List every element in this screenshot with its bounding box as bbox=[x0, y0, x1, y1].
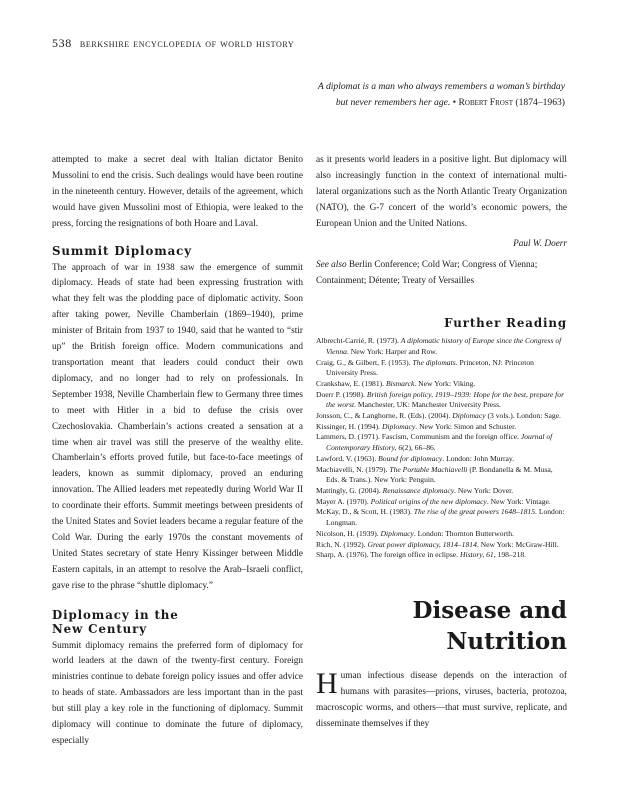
reference-author-year: Mattingly, G. (2004). bbox=[316, 486, 383, 495]
reference-publisher: (P. Bondanella & M. Musa, Eds. & Trans.). New York: Penguin. bbox=[326, 464, 553, 485]
right-column bbox=[316, 153, 567, 733]
reference-title: Diplomacy bbox=[380, 528, 414, 538]
reference-item bbox=[316, 486, 567, 497]
further-reading-heading: Further Reading bbox=[444, 316, 567, 331]
reference-item bbox=[316, 497, 567, 508]
summit-diplomacy-paragraph: The approach of war in 1938 saw the emergence of summit diplomacy. Heads of state had been expressing frustration with what they felt was the plodding pace of diplomatic activity. Soon after taking power, Neville Chamberlain (1869–1940), prime minister of Britain from 1937 to 1940, said that he wanted to “stir up” the British foreign office. Modern communications and transportation meant that leaders could conduct their own diplomacy, and no longer had to rely on professionals. In September 1938, Neville Chamberlain flew to Germany three times to meet with Hitler in a bid to defuse the crisis over Czechoslovakia. Chamberlain’s actions created a sensation at a time when air travel was still the preserve of the wealthy elite. Chamberlain’s efforts proved futile, but face-to-face meetings of leaders, known as summit diplomacy, proved an enduring innovation. The Allied leaders met repeatedly during World War II to coordinate their efforts. Summit meetings between presidents of the United States and Soviet leaders became a regular feature of the Cold War. During the early 1970s the constant movements of United States secretary of state Henry Kissinger between Middle Eastern capitals, in an attempt to resolve the Arab–Israeli conflict, gave rise to the phrase “shuttle diplomacy.” bbox=[52, 262, 303, 591]
reference-item bbox=[316, 550, 567, 561]
reference-title: Diplomacy bbox=[381, 421, 416, 431]
left-column bbox=[52, 153, 303, 750]
new-century-heading-line1: Diplomacy in the bbox=[52, 607, 179, 622]
reference-list bbox=[316, 336, 567, 561]
reference-item bbox=[316, 432, 567, 453]
reference-item bbox=[316, 411, 567, 422]
epigraph-quote-line1: A diplomat is a man who always remembers a woman’s birthday bbox=[317, 81, 565, 92]
reference-author-year: McKay, D., & Scott, H. (1983). bbox=[316, 507, 414, 517]
reference-author-year: Sharp, A. (1976). The foreign office in eclipse. bbox=[316, 550, 460, 560]
reference-title: Great power diplomacy, 1814–1814 bbox=[367, 539, 477, 549]
reference-item bbox=[316, 465, 567, 486]
reference-author-year: Doerr P. (1998). bbox=[316, 389, 367, 399]
reference-item bbox=[316, 540, 567, 551]
see-also-links[interactable]: Berlin Conference; Cold War; Congress of Vienna; Containment; Détente; Treaty of Versailles bbox=[316, 260, 538, 287]
reference-title: Bismarck bbox=[385, 378, 415, 388]
reference-publisher: (2), 66–86. bbox=[402, 443, 436, 453]
reference-publisher: . London: Longman. bbox=[326, 507, 565, 528]
reference-publisher: . New York: Dover. bbox=[454, 486, 514, 495]
publication-title: berkshire encyclopedia of world history bbox=[79, 38, 295, 50]
article-author: Paul W. Doerr bbox=[513, 238, 567, 249]
see-also bbox=[316, 258, 567, 290]
reference-title: Journal of Contemporary History, 6 bbox=[326, 432, 553, 453]
drop-cap: H bbox=[316, 666, 338, 700]
reference-title: The diplomats bbox=[412, 357, 456, 367]
new-century-heading bbox=[52, 608, 303, 636]
reference-publisher: . New York: Simon and Schuster. bbox=[415, 421, 517, 431]
next-article-title-line2: Nutrition bbox=[446, 627, 567, 655]
summit-diplomacy-heading: Summit Diplomacy bbox=[52, 243, 192, 258]
reference-title: Bound for diplomacy bbox=[378, 453, 443, 463]
epigraph-bullet: • bbox=[452, 97, 457, 108]
epigraph-attribution: Robert Frost (1874–1963) bbox=[458, 97, 565, 108]
reference-item bbox=[316, 507, 567, 528]
running-head bbox=[52, 36, 294, 51]
reference-author-year: Jonsson, C., & Langhorne, R. (Eds). (2004). bbox=[316, 411, 453, 421]
reference-author-year: Mayer A. (1970). bbox=[316, 496, 371, 506]
page-number: 538 bbox=[52, 36, 72, 50]
next-article-opening-text: uman infectious disease depends on the interaction of humans with parasites—prions, viruses, bacteria, protozoa, macroscopic worms, and others—that must survive, replicate, and disseminate themselves if they bbox=[316, 670, 567, 729]
new-century-heading-line2: New Century bbox=[52, 621, 148, 636]
reference-publisher: . New York: McGraw-Hill. bbox=[476, 539, 559, 549]
reference-publisher: . New York: Harper and Row. bbox=[346, 346, 438, 356]
reference-title: A diplomatic history of Europe since the Congress of Vienna bbox=[326, 336, 562, 356]
epigraph-quote-line2: but never remembers her age. bbox=[335, 97, 451, 108]
reference-title: British foreign policy, 1919–1939: Hope for the best, prepare for the worst bbox=[326, 389, 565, 410]
reference-author-year: Rich, N. (1992). bbox=[316, 539, 368, 549]
see-also-label: See also bbox=[316, 260, 347, 271]
reference-author-year: Machiavelli, N. (1979). bbox=[316, 464, 390, 474]
reference-publisher: . New York: Viking. bbox=[414, 378, 476, 388]
reference-author-year: Kissinger, H. (1994). bbox=[316, 421, 382, 431]
reference-author-year: Lawford, V. (1963). bbox=[316, 453, 379, 463]
reference-publisher: (3 vols.). London: Sage. bbox=[485, 411, 561, 421]
next-article-opening bbox=[316, 666, 567, 733]
reference-item bbox=[316, 379, 567, 390]
reference-author-year: Albrecht-Carrié, R. (1973). bbox=[316, 336, 401, 346]
reference-item bbox=[316, 390, 567, 411]
reference-publisher: . London: John Murray. bbox=[442, 453, 515, 463]
reference-author-year: Lammers, D. (1971). Fascism, Communism and the foreign office. bbox=[316, 432, 521, 442]
reference-item bbox=[316, 336, 567, 357]
reference-publisher: . Princeton, NJ: Princeton University Press. bbox=[326, 357, 534, 378]
continuation-paragraph: as it presents world leaders in a positive light. But diplomacy will also increasingly function in the context of international multi-lateral organizations such as the North Atlantic Treaty Organization (NATO), the G-7 concert of the world’s economic powers, the European Union and the United Nations. bbox=[316, 155, 567, 229]
next-article-title bbox=[316, 595, 567, 657]
reference-title: Political origins of the new diplomacy bbox=[370, 496, 487, 506]
reference-author-year: Craig, G., & Gilbert, F. (1953). bbox=[316, 357, 413, 367]
reference-author-year: Crankshaw, E. (1981). bbox=[316, 378, 386, 388]
reference-publisher: . London: Thornton Butterworth. bbox=[413, 528, 514, 538]
reference-title: History, 61 bbox=[459, 550, 494, 560]
next-article-title-line1: Disease and bbox=[412, 596, 567, 624]
reference-publisher: . Manchester, UK: Manchester University Press. bbox=[354, 400, 501, 410]
reference-author-year: Nicolson, H. (1939). bbox=[316, 528, 381, 538]
reference-item bbox=[316, 358, 567, 379]
reference-publisher: , 198–218. bbox=[493, 550, 527, 560]
reference-publisher: . New York: Vintage. bbox=[486, 496, 551, 506]
reference-title: Renaissance diplomacy bbox=[382, 486, 455, 495]
reference-item bbox=[316, 529, 567, 540]
reference-item bbox=[316, 422, 567, 433]
reference-title: Diplomacy bbox=[452, 411, 486, 421]
new-century-paragraph: Summit diplomacy remains the preferred form of diplomacy for world leaders at the dawn of the twenty-first century. Foreign ministries continue to debate foreign policy issues and offer advice to heads of state. Ambassadors are less important than in the past but still play a key role in the functioning of diplomacy. Summit diplomacy will continue to dominate the future of diplomacy, especially bbox=[52, 640, 303, 746]
reference-item bbox=[316, 454, 567, 465]
intro-paragraph: attempted to make a secret deal with Italian dictator Benito Mussolini to end the crisis. Such dealings would have been routine in the nineteenth century. However, details of the agreement, which would have given Mussolini most of Ethiopia, were leaked to the press, forcing the resignations of both Hoare and Laval. bbox=[52, 155, 303, 229]
reference-title: The Portable Machiavelli bbox=[389, 464, 468, 474]
epigraph bbox=[265, 79, 565, 111]
reference-title: The rise of the great powers 1648–1815 bbox=[413, 507, 536, 517]
